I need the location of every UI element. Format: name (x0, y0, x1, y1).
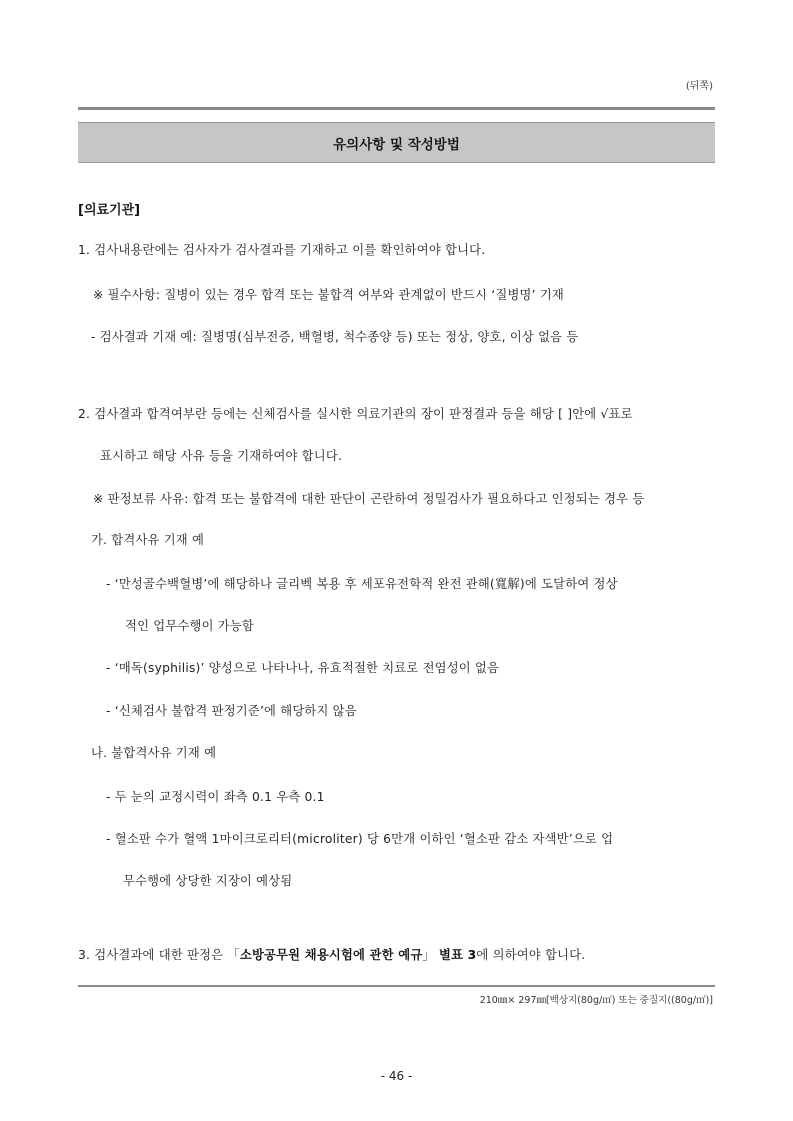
item-3-suffix: 에 의하여야 합니다. (476, 948, 586, 962)
item-3-text (78, 945, 585, 963)
pass-example-1: - ‘만성골수백혈병’에 해당하나 글리벡 복용 후 세포유전학적 완전 관해(寬解)에 도달하여 정상 (106, 577, 618, 591)
page-number: - 46 - (380, 1069, 413, 1083)
fail-example-2-continued: 무수행에 상당한 지장이 예상됨 (123, 874, 293, 888)
item-1-text: 1. 검사내용란에는 검사자가 검사결과를 기재하고 이를 확인하여야 합니다. (78, 243, 486, 257)
item-2-continued: 표시하고 해당 사유 등을 기재하여야 합니다. (100, 449, 343, 463)
section-label: [의료기관] (78, 203, 141, 218)
hold-reason-note: ※ 판정보류 사유: 합격 또는 불합격에 대한 판단이 곤란하여 정밀검사가 필요하다고 인정되는 경우 등 (93, 492, 645, 506)
pass-example-1-continued: 적인 업무수행이 가능함 (125, 619, 255, 633)
rule-name: 소방공무원 채용시험에 관한 예규 (239, 948, 423, 962)
required-note: ※ 필수사항: 질병이 있는 경우 합격 또는 불합격 여부와 관계없이 반드시 ‘질병명’ 기재 (93, 288, 564, 302)
pass-example-heading: 가. 합격사유 기재 예 (91, 533, 205, 547)
page-side-label: (뒤쪽) (685, 81, 713, 92)
fail-example-heading: 나. 불합격사유 기재 예 (91, 746, 217, 760)
page-title: 유의사항 및 작성방법 (333, 136, 460, 153)
title-banner (78, 122, 715, 163)
item-3-prefix: 3. 검사결과에 대한 판정은 「 (78, 948, 240, 962)
pass-example-2: - ‘매독(syphilis)’ 양성으로 나타나나, 유효적절한 치료로 전염성이 없음 (106, 661, 500, 675)
bottom-divider (78, 985, 715, 987)
table-reference: 별표 3 (439, 948, 477, 962)
item-2-text: 2. 검사결과 합격여부란 등에는 신체검사를 실시한 의료기관의 장이 판정결과 등을 해당 [ ]안에 √표로 (78, 407, 633, 421)
result-example: - 검사결과 기재 예: 질병명(심부전증, 백혈병, 척수종양 등) 또는 정상, 양호, 이상 없음 등 (91, 330, 579, 344)
paper-spec-note: 210㎜× 297㎜[백상지(80g/㎡) 또는 중질지((80g/㎡)] (479, 995, 713, 1006)
fail-example-1: - 두 눈의 교정시력이 좌측 0.1 우측 0.1 (106, 790, 325, 804)
top-divider (78, 107, 715, 110)
fail-example-2: - 혈소판 수가 혈액 1마이크로리터(microliter) 당 6만개 이하인 ‘혈소판 감소 자색반’으로 업 (106, 832, 614, 846)
pass-example-3: - ‘신체검사 불합격 판정기준’에 해당하지 않음 (106, 704, 357, 718)
item-3-mid: 」 (422, 948, 440, 962)
